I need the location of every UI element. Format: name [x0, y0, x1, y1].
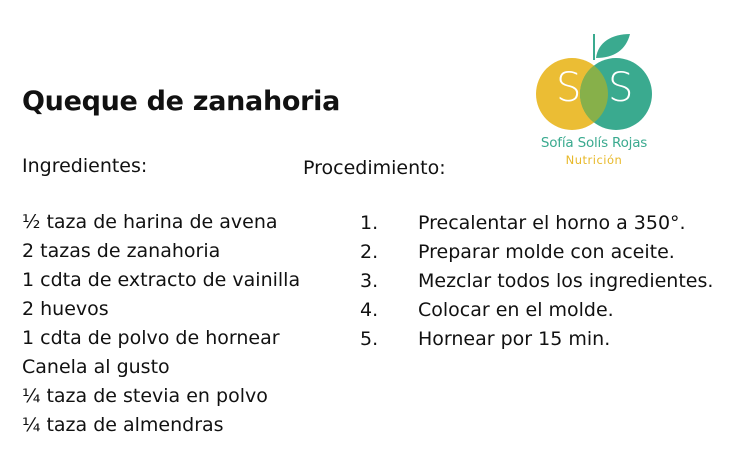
- step-number: 3.: [360, 270, 379, 292]
- recipe-title: Queque de zanahoria: [22, 86, 341, 117]
- ingredient-item: ¼ taza de stevia en polvo: [22, 385, 268, 407]
- procedure-steps: [360, 209, 713, 354]
- step-text: Hornear por 15 min.: [418, 328, 611, 350]
- step-text: Preparar molde con aceite.: [418, 241, 675, 263]
- step-number: 5.: [360, 328, 379, 350]
- step-text: Precalentar el horno a 350°.: [418, 212, 686, 234]
- ingredient-item: 1 cdta de extracto de vainilla: [22, 269, 301, 291]
- ingredient-item: Canela al gusto: [22, 356, 170, 378]
- step-number: 2.: [360, 241, 379, 263]
- ingredient-item: 1 cdta de polvo de hornear: [22, 327, 280, 349]
- step-number: 4.: [360, 299, 379, 321]
- procedure-heading: Procedimiento:: [303, 157, 446, 179]
- ingredients-list: [22, 208, 300, 440]
- procedure-step: [360, 267, 713, 296]
- procedure-step: [360, 325, 713, 354]
- procedure-step: [360, 238, 713, 267]
- step-text: Colocar en el molde.: [418, 299, 614, 321]
- logo-letter-right: S: [608, 65, 634, 111]
- ingredient-item: ½ taza de harina de avena: [22, 211, 278, 233]
- logo-circles-graphic: [526, 28, 662, 134]
- logo-letter-left: S: [556, 65, 582, 111]
- ingredients-heading: Ingredientes:: [22, 155, 148, 177]
- step-text: Mezclar todos los ingredientes.: [418, 270, 714, 292]
- ingredient-item: 2 huevos: [22, 298, 109, 320]
- procedure-step: [360, 296, 713, 325]
- ingredient-item: 2 tazas de zanahoria: [22, 240, 221, 262]
- procedure-step: [360, 209, 713, 238]
- ingredient-item: ¼ taza de almendras: [22, 414, 224, 436]
- leaf-icon: [596, 34, 630, 58]
- step-number: 1.: [360, 212, 379, 234]
- brand-logo: [526, 28, 662, 176]
- logo-subtitle: Nutrición: [565, 153, 623, 167]
- logo-brand-name: Sofía Solís Rojas: [540, 135, 648, 151]
